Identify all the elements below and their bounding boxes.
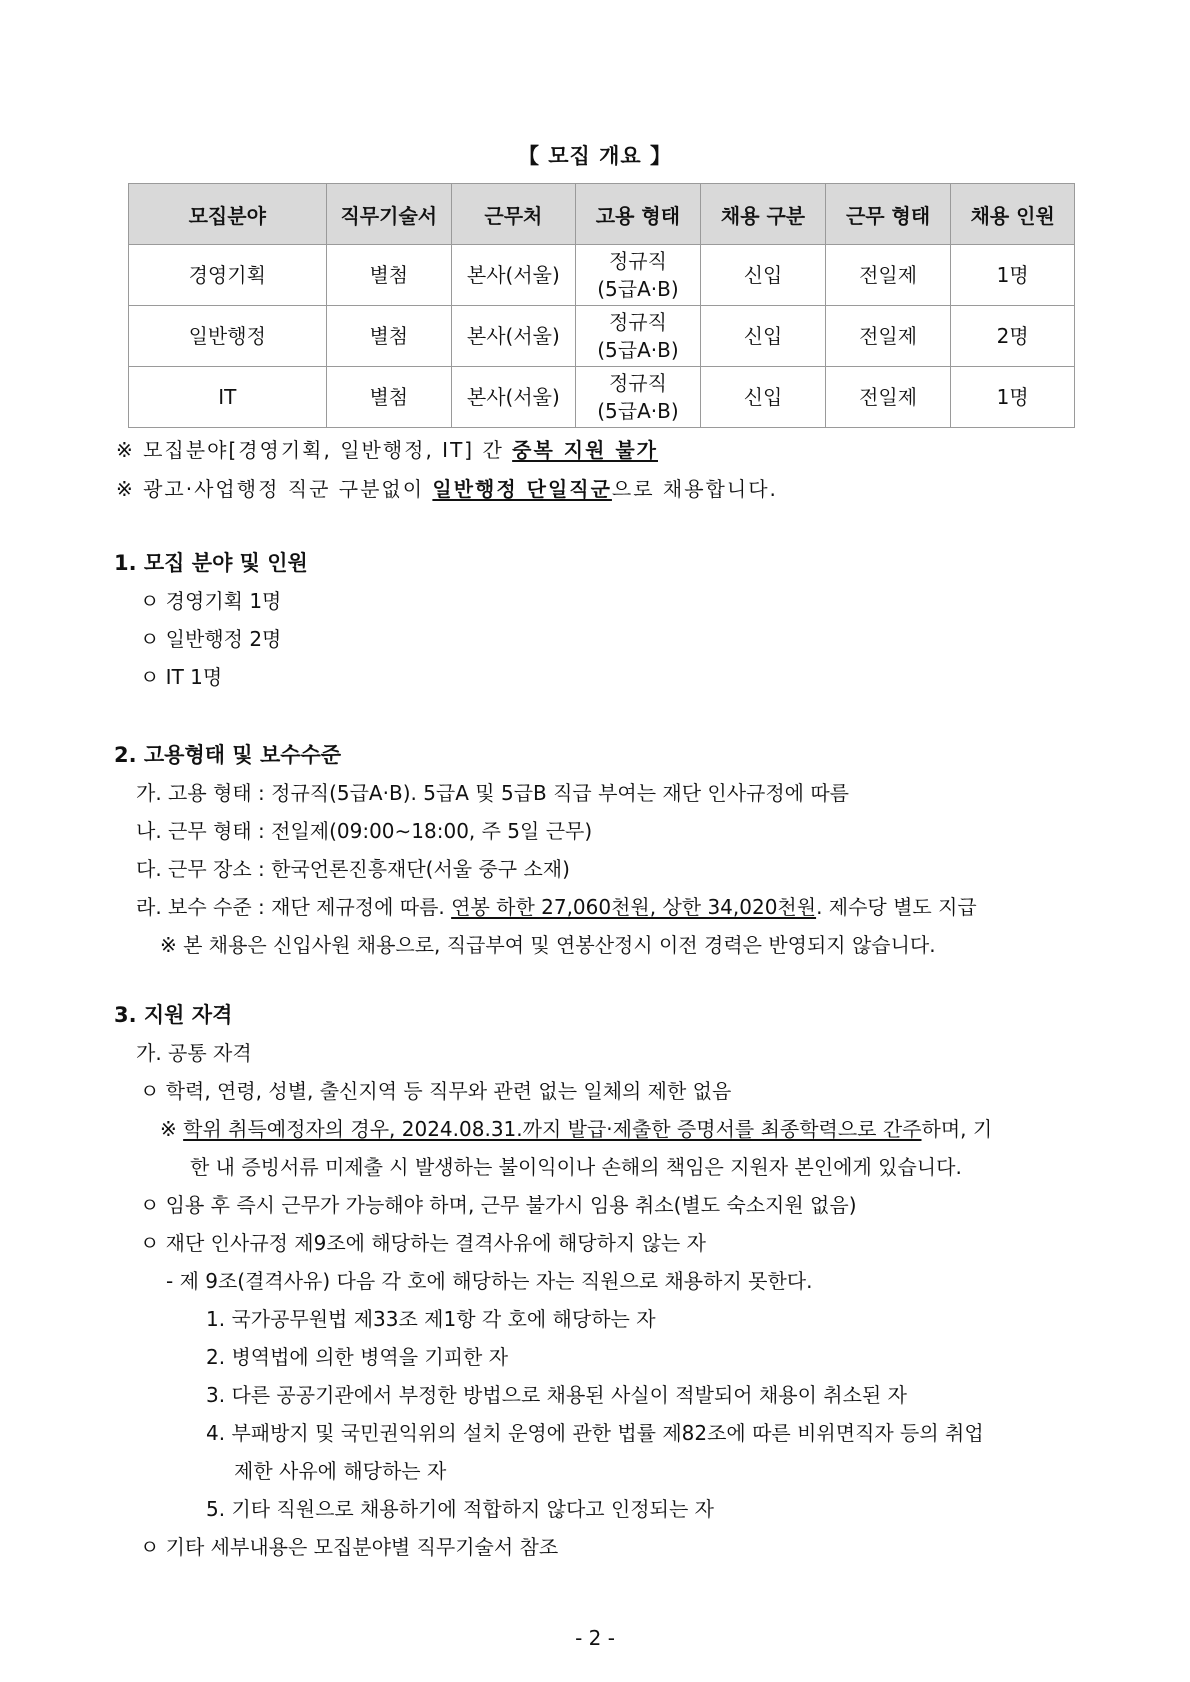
cell-type-line2: (5급A·B) [597,338,679,362]
cell-type-line1: 정규직 [608,310,667,334]
cell-type-line2: (5급A·B) [597,277,679,301]
cell-place: 본사(서울) [452,245,576,306]
note-text: ※ 모집분야[경영기획, 일반행정, IT] 간 [116,438,513,462]
note-text: ※ [160,1117,184,1141]
note-text: 하며, 기 [921,1117,993,1141]
disqualification-intro: - 제 9조(결격사유) 다음 각 호에 해당하는 자는 직원으로 채용하지 못한다. [166,1269,813,1293]
cell-work: 전일제 [825,367,951,428]
table-row [129,245,1075,306]
list-item: ㅇ 경영기획 1명 [140,589,282,613]
note-text: ※ 광고·사업행정 직군 구분없이 [116,477,433,501]
salary-level [136,893,977,921]
disqualification-item: 2. 병역법에 의한 병역을 기피한 자 [206,1345,509,1369]
degree-note [160,1115,992,1143]
note-text: 으로 채용합니다. [611,477,778,501]
cell-jd: 별첨 [326,367,452,428]
list-item: ㅇ IT 1명 [140,665,223,689]
cell-jd: 별첨 [326,306,452,367]
page-title: 【 모집 개요 】 [517,144,673,168]
cell-kind: 신입 [701,367,826,428]
cell-type [575,306,701,367]
table-row [129,306,1075,367]
common-qualification-label: 가. 공통 자격 [136,1041,252,1065]
disqualification-item: 4. 부패방지 및 국민권익위의 설치 운영에 관한 법률 제82조에 따른 비위면직자 등의 취업 [206,1421,984,1445]
note-single-job-group [116,475,778,503]
header-cell: 근무 형태 [825,184,951,245]
note-emphasis: 학위 취득예정자의 경우, 2024.08.31.까지 발급·제출한 증명서를 최종학력으로 간주 [183,1117,922,1141]
work-location: 다. 근무 장소 : 한국언론진흥재단(서울 중구 소재) [136,857,570,881]
list-item: ㅇ 재단 인사규정 제9조에 해당하는 결격사유에 해당하지 않는 자 [140,1231,706,1255]
salary-text: . 제수당 별도 지급 [816,895,977,919]
section-2-heading: 2. 고용형태 및 보수수준 [114,743,342,767]
list-item: ㅇ 기타 세부내용은 모집분야별 직무기술서 참조 [140,1535,559,1559]
cell-work: 전일제 [825,245,951,306]
header-cell: 채용 인원 [951,184,1075,245]
recruitment-overview-table [128,183,1075,428]
cell-type-line1: 정규직 [608,249,667,273]
cell-kind: 신입 [701,306,826,367]
list-item: ㅇ 임용 후 즉시 근무가 가능해야 하며, 근무 불가시 임용 취소(별도 숙소지원 없음) [140,1193,857,1217]
table-row [129,367,1075,428]
salary-text: 라. 보수 수준 : 재단 제규정에 따름. [136,895,452,919]
cell-count: 2명 [951,306,1075,367]
cell-count: 1명 [951,367,1075,428]
table-header-row [129,184,1075,245]
cell-type [575,367,701,428]
header-cell: 모집분야 [129,184,327,245]
cell-type-line1: 정규직 [608,371,667,395]
disqualification-item-continued: 제한 사유에 해당하는 자 [234,1459,447,1483]
cell-count: 1명 [951,245,1075,306]
cell-kind: 신입 [701,245,826,306]
work-type: 나. 근무 형태 : 전일제(09:00∼18:00, 주 5일 근무) [136,819,593,843]
cell-type [575,245,701,306]
list-item: ㅇ 학력, 연령, 성별, 출신지역 등 직무와 관련 없는 일체의 제한 없음 [140,1079,732,1103]
header-cell: 근무처 [452,184,576,245]
disqualification-item: 1. 국가공무원법 제33조 제1항 각 호에 해당하는 자 [206,1307,656,1331]
cell-type-line2: (5급A·B) [597,399,679,423]
cell-place: 본사(서울) [452,306,576,367]
note-no-duplicate [116,436,658,464]
cell-work: 전일제 [825,306,951,367]
list-item: ㅇ 일반행정 2명 [140,627,282,651]
salary-range: 연봉 하한 27,060천원, 상한 34,020천원 [451,895,817,919]
cell-jd: 별첨 [326,245,452,306]
header-cell: 고용 형태 [575,184,701,245]
cell-field: IT [129,367,327,428]
page-number: - 2 - [575,1626,615,1650]
cell-field: 일반행정 [129,306,327,367]
cell-field: 경영기획 [129,245,327,306]
degree-note-continued: 한 내 증빙서류 미제출 시 발생하는 불이익이나 손해의 책임은 지원자 본인에게 있습니다. [190,1155,962,1179]
note-emphasis: 일반행정 단일직군 [432,477,612,501]
employment-type: 가. 고용 형태 : 정규직(5급A·B). 5급A 및 5급B 직급 부여는 재단 인사규정에 따름 [136,781,850,805]
header-cell: 채용 구분 [701,184,826,245]
note-emphasis: 중복 지원 불가 [512,438,658,462]
cell-place: 본사(서울) [452,367,576,428]
career-note: ※ 본 채용은 신입사원 채용으로, 직급부여 및 연봉산정시 이전 경력은 반영되지 않습니다. [160,933,936,957]
header-cell: 직무기술서 [326,184,452,245]
section-1-heading: 1. 모집 분야 및 인원 [114,551,308,575]
disqualification-item: 5. 기타 직원으로 채용하기에 적합하지 않다고 인정되는 자 [206,1497,714,1521]
section-3-heading: 3. 지원 자격 [114,1003,233,1027]
disqualification-item: 3. 다른 공공기관에서 부정한 방법으로 채용된 사실이 적발되어 채용이 취소된 자 [206,1383,907,1407]
